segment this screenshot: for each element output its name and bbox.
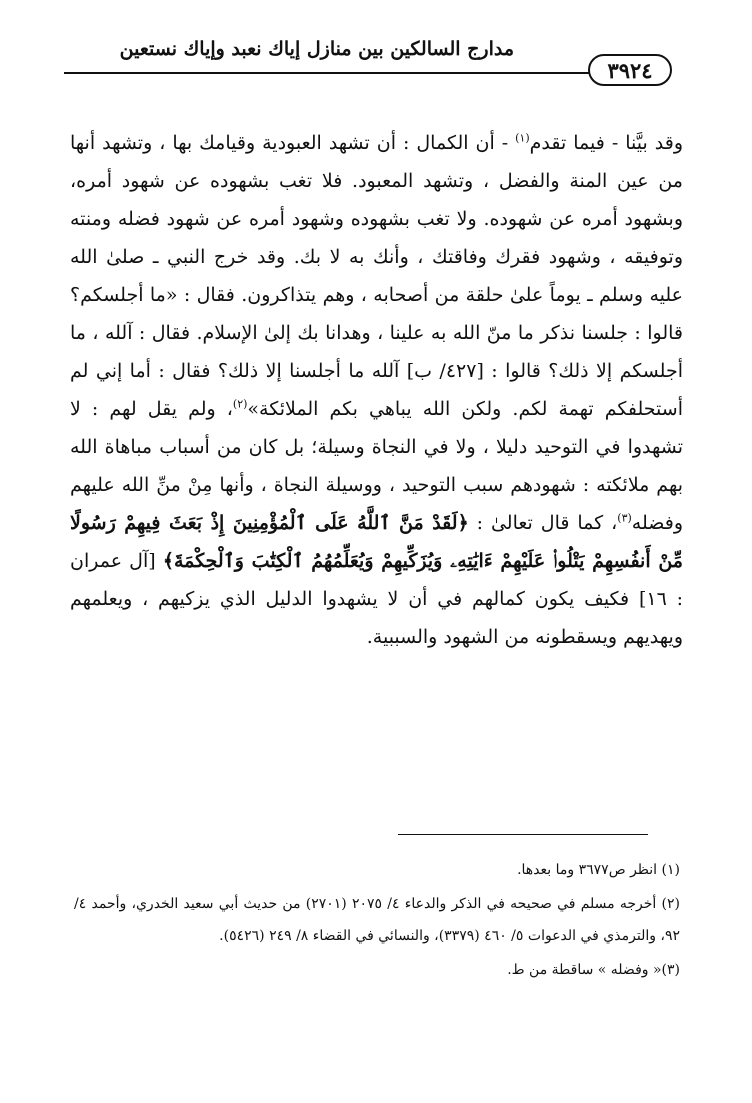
body-text-segment: وقد بيَّنا - فيما تقدم xyxy=(529,132,683,154)
quran-verse: ﴿لَقَدْ مَنَّ ٱللَّهُ عَلَى ٱلْمُؤْمِنِينَ إِذْ بَعَثَ فِيهِمْ رَسُولًا مِّنْ أَنفُسِهِمْ يَتْلُوا۟ عَلَيْهِمْ ءَايَٰتِهِۦ وَيُزَكِّيهِمْ وَيُعَلِّمُهُمُ ٱلْكِتَٰبَ وَٱلْحِكْمَةَ﴾ xyxy=(70,512,683,572)
footnotes xyxy=(74,854,680,988)
footnote-separator xyxy=(398,834,648,835)
page-number: ٣٩٢٤ xyxy=(588,54,672,86)
body-text-segment: ، ولم يقل لهم : لا تشهدوا في التوحيد دليلا ، ولا في النجاة وسيلة؛ بل كان من أسباب مباهاة الله بهم ملائكته : شهودهم سبب التوحيد ، ووسيلة النجاة ، وأنها مِنْ منِّ الله عليهم وفضله xyxy=(70,398,683,534)
footnote-3: (٣)« وفضله » ساقطة من ط. xyxy=(507,962,680,978)
header-rule xyxy=(64,72,592,74)
footnote-marker-2: (٢) xyxy=(232,397,248,411)
body-text-segment: [آل عمران : ١٦] فكيف يكون كمالهم في أن لا يشهدوا الدليل الذي يزكيهم ، ويعلمهم ويهديهم ويسقطونه من الشهود والسببية. xyxy=(70,550,683,648)
body-paragraph xyxy=(70,124,683,656)
footnote-1: (١) انظر ص٣٦٧٧ وما بعدها. xyxy=(517,862,680,878)
body-text xyxy=(70,124,683,656)
body-text-segment: - أن الكمال : أن تشهد العبودية وقيامك بها ، وتشهد أنها من عين المنة والفضل ، وتشهد المعبود. فلا تغب بشهوده عن شهود أمره، وبشهود أمره عن شهوده. ولا تغب بشهوده وشهود أمره عن شهود فضله ومنته وتوفيقه ، وشهود فقرك وفاقتك ، وأنك به لا بك. وقد خرج النبي ـ صلىٰ الله عليه وسلم ـ يوماً علىٰ حلقة من أصحابه ، وهم يتذاكرون. فقال : «ما أجلسكم؟ قالوا : جلسنا نذكر ما منّ الله به علينا ، وهدانا بك إلىٰ الإسلام. فقال : آلله ، ما أجلسكم إلا ذلك؟ قالوا : [٤٢٧/ ب] آلله ما أجلسنا إلا ذلك؟ فقال : أما إني لم أستحلفكم تهمة لكم. ولكن الله يباهي بكم الملائكة» xyxy=(70,132,683,420)
footnote-2: (٢) أخرجه مسلم في صحيحه في الذكر والدعاء ٤/ ٢٠٧٥ (٢٧٠١) من حديث أبي سعيد الخدري، وأحمد ٤/ ٩٢، والترمذي في الدعوات ٥/ ٤٦٠ (٣٣٧٩)، والنسائي في القضاء ٨/ ٢٤٩ (٥٤٢٦). xyxy=(74,896,680,944)
footnote-marker-1: (١) xyxy=(515,131,530,145)
footnote-marker-3: (٣) xyxy=(617,511,632,525)
body-text-segment: ، كما قال تعالىٰ : xyxy=(468,512,618,534)
running-header-title: مدارج السالكين بين منازل إياك نعبد وإياك نستعين xyxy=(119,38,514,60)
